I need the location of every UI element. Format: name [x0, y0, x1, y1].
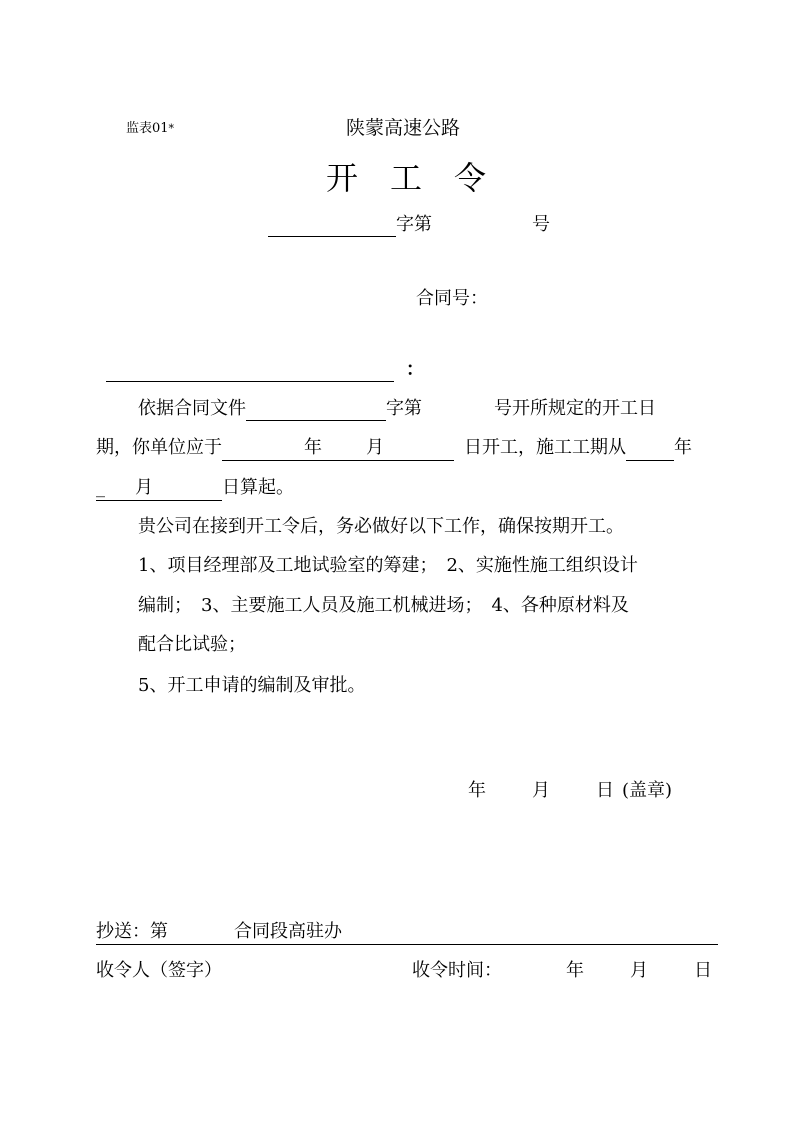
contract-file-field[interactable] [246, 398, 386, 421]
start-date-field[interactable] [222, 436, 454, 461]
para3-underscore: _ [96, 477, 105, 498]
para2-text-a: 期，你单位应于 [96, 437, 222, 458]
para3-text-b: 日算起。 [222, 477, 294, 498]
addressee-line [106, 358, 424, 382]
cc-label: 抄送：第 [96, 921, 168, 942]
start-month-label: 月 [366, 437, 384, 458]
receive-day: 日 [694, 960, 712, 981]
doc-number-prefix-field[interactable] [268, 214, 396, 237]
item-line-1: 1、项目经理部及工地试验室的筹建； 2、实施性施工组织设计 [138, 555, 638, 576]
doc-number-line [268, 213, 550, 237]
form-code [126, 121, 174, 137]
signature-year: 年 [468, 780, 486, 801]
body-line-3 [96, 476, 294, 501]
form-code-text: 监表01 [126, 121, 169, 136]
item-line-4: 5、开工申请的编制及审批。 [138, 675, 366, 696]
zi-label: 字第 [396, 214, 432, 235]
start-year-label: 年 [304, 437, 322, 458]
receive-time [412, 959, 712, 983]
receive-year: 年 [566, 960, 584, 981]
receive-month: 月 [630, 960, 648, 981]
cc-office: 合同段高驻办 [234, 921, 342, 942]
signature-month: 月 [532, 780, 550, 801]
receive-time-label: 收令时间： [412, 960, 502, 981]
para1-text-c: 号开所规定的开工日 [494, 398, 656, 419]
page-title: 开 工 令 [326, 159, 487, 197]
body-line-2 [96, 436, 692, 461]
period-month-label: 月 [135, 477, 153, 498]
para2-text-b: 日开工，施工工期从 [464, 437, 626, 458]
period-year-field[interactable] [626, 438, 674, 461]
cc-line [96, 920, 718, 945]
signature-date [468, 779, 672, 803]
period-year-label: 年 [674, 437, 692, 458]
receiver-label: 收令人（签字） [96, 960, 222, 981]
form-code-mark: * [168, 122, 175, 135]
hao-label: 号 [532, 214, 550, 235]
para1-text-a: 依据合同文件 [138, 398, 246, 419]
para1-text-b: 字第 [386, 398, 422, 419]
addressee-field[interactable] [106, 359, 394, 382]
body-line-4: 贵公司在接到开工令后，务必做好以下工作，确保按期开工。 [138, 516, 624, 537]
body-line-1 [138, 397, 656, 421]
project-name: 陕蒙高速公路 [346, 117, 461, 139]
period-month-field[interactable] [96, 476, 222, 501]
contract-label: 合同号： [416, 288, 488, 309]
item-line-3: 配合比试验； [138, 634, 246, 655]
seal-label: (盖章) [622, 780, 673, 801]
signature-day: 日 [596, 780, 614, 801]
item-line-2: 编制； 3、主要施工人员及施工机械进场； 4、各种原材料及 [138, 595, 629, 616]
addressee-colon: ： [406, 359, 424, 380]
